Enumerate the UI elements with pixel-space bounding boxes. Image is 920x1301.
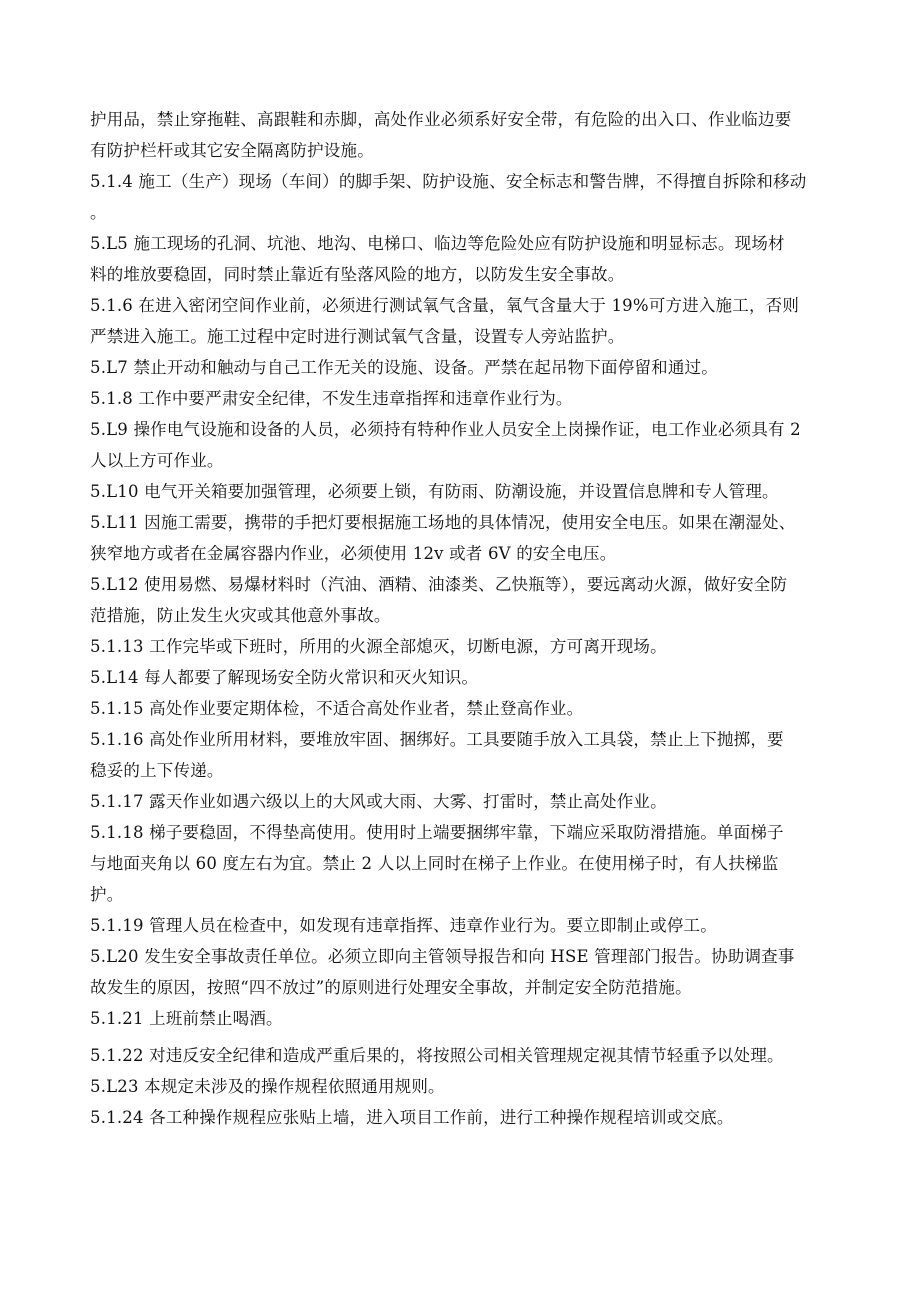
text-line: 料的堆放要稳固，同时禁止靠近有坠落风险的地方，以防发生安全事故。 bbox=[90, 265, 625, 284]
text-line: 5.1.13 工作完毕或下班时，所用的火源全部熄灭，切断电源，方可离开现场。 bbox=[90, 637, 667, 656]
text-line: 狭窄地方或者在金属容器内作业，必须使用 12v 或者 6V 的安全电压。 bbox=[90, 544, 617, 563]
text-line: 5.L10 电气开关箱要加强管理，必须要上锁，有防雨、防潮设施，并设置信息牌和专人管理。 bbox=[90, 482, 779, 501]
text-line: 与地面夹角以 60 度左右为宜。禁止 2 人以上同时在梯子上作业。在使用梯子时，有人扶梯监 bbox=[90, 854, 779, 873]
text-line: 5.L11 因施工需要，携带的手把灯要根据施工场地的具体情况，使用安全电压。如果在潮湿处、 bbox=[90, 513, 796, 532]
document-body bbox=[90, 104, 826, 1133]
text-line: 故发生的原因，按照“四不放过”的原则进行处理安全事故，并制定安全防范措施。 bbox=[90, 978, 692, 997]
text-line: 。 bbox=[90, 203, 107, 222]
text-line: 5.1.4 施工（生产）现场（车间）的脚手架、防护设施、安全标志和警告牌，不得擅自拆除和移动 bbox=[90, 172, 807, 191]
text-line: 有防护栏杆或其它安全隔离防护设施。 bbox=[90, 141, 374, 160]
text-line: 5.L9 操作电气设施和设备的人员，必须持有特种作业人员安全上岗操作证，电工作业必须具有 2 bbox=[90, 420, 801, 439]
text-line: 人以上方可作业。 bbox=[90, 451, 224, 470]
text-line: 5.L20 发生安全事故责任单位。必须立即向主管领导报告和向 HSE 管理部门报告。协助调查事 bbox=[90, 947, 795, 966]
text-line: 5.1.18 梯子要稳固，不得垫高使用。使用时上端要捆绑牢靠，下端应采取防滑措施。单面梯子 bbox=[90, 823, 784, 842]
text-line: 5.L12 使用易燃、易爆材料时（汽油、酒精、油漆类、乙快瓶等），要远离动火源，做好安全防 bbox=[90, 575, 788, 594]
text-line: 5.1.24 各工种操作规程应张贴上墙，进入项目工作前，进行工种操作规程培训或交底。 bbox=[90, 1108, 734, 1127]
text-line: 严禁进入施工。施工过程中定时进行测试氧气含量，设置专人旁站监护。 bbox=[90, 327, 625, 346]
text-line: 5.L7 禁止开动和触动与自己工作无关的设施、设备。严禁在起吊物下面停留和通过。 bbox=[90, 358, 718, 377]
text-line: 5.1.8 工作中要严肃安全纪律，不发生违章指挥和违章作业行为。 bbox=[90, 389, 573, 408]
text-line: 5.1.22 对违反安全纪律和造成严重后果的，将按照公司相关管理规定视其情节轻重予以处理。 bbox=[90, 1046, 784, 1065]
text-line: 范措施，防止发生火灾或其他意外事故。 bbox=[90, 606, 391, 625]
text-line: 5.1.19 管理人员在检查中，如发现有违章指挥、违章作业行为。要立即制止或停工。 bbox=[90, 916, 717, 935]
text-line: 5.1.6 在进入密闭空间作业前，必须进行测试氧气含量，氧气含量大于 19%可方进入施工，否则 bbox=[90, 296, 800, 315]
text-line: 5.1.16 高处作业所用材料，要堆放牢固、捆绑好。工具要随手放入工具袋，禁止上下抛掷，要 bbox=[90, 730, 784, 749]
text-line: 5.L23 本规定未涉及的操作规程依照通用规则。 bbox=[90, 1077, 445, 1096]
text-line: 稳妥的上下传递。 bbox=[90, 761, 224, 780]
text-line: 5.1.17 露天作业如遇六级以上的大风或大雨、大雾、打雷时，禁止高处作业。 bbox=[90, 792, 667, 811]
text-line: 护。 bbox=[90, 885, 124, 904]
text-line: 5.L5 施工现场的孔洞、坑池、地沟、电梯口、临边等危险处应有防护设施和明显标志。现场材 bbox=[90, 234, 785, 253]
text-line: 5.1.15 高处作业要定期体检，不适合高处作业者，禁止登高作业。 bbox=[90, 699, 584, 718]
text-line: 护用品，禁止穿拖鞋、高跟鞋和赤脚，高处作业必须系好安全带，有危险的出入口、作业临边要 bbox=[90, 110, 792, 129]
text-line: 5.1.21 上班前禁止喝酒。 bbox=[90, 1009, 283, 1028]
text-line: 5.L14 每人都要了解现场安全防火常识和灭火知识。 bbox=[90, 668, 479, 687]
